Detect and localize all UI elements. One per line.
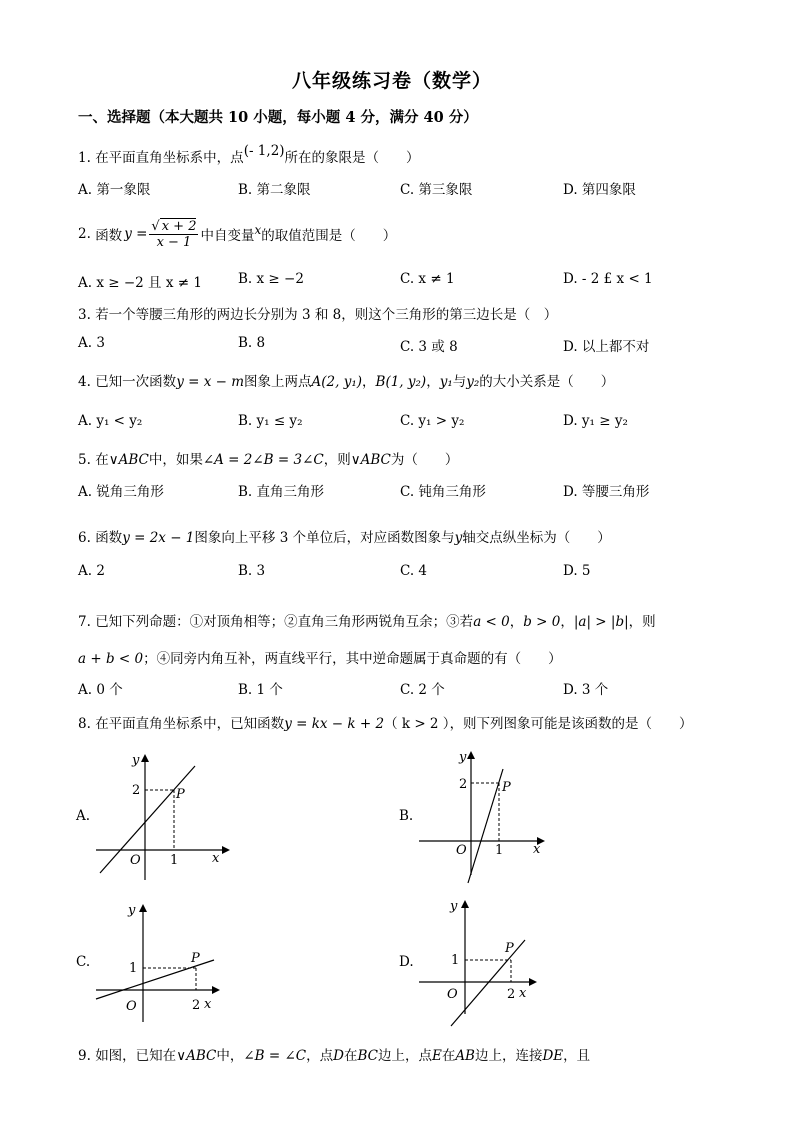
graph-d xyxy=(413,894,553,1030)
graph-d-origin-label: O xyxy=(447,987,458,1002)
q3-option-b: B. 8 xyxy=(238,335,266,351)
q5-option-d: D. 等腰三角形 xyxy=(563,484,650,500)
question-5: 5. 在∨ABC中，如果∠A = 2∠B = 3∠C，则∨ABC为（ ） xyxy=(78,452,459,468)
q8-option-d: D. xyxy=(399,954,414,970)
graph-b-origin-label: O xyxy=(456,843,467,858)
graph-a-y-label: y xyxy=(132,753,140,768)
question-8: 8. 在平面直角坐标系中，已知函数y = kx − k + 2（ k > 2 ），则下列图象可能是该函数的是（ ） xyxy=(78,716,693,732)
q2-option-d: D. - 2 £ x < 1 xyxy=(563,271,653,287)
q1-option-b: B. 第二象限 xyxy=(238,182,311,198)
q1-option-d: D. 第四象限 xyxy=(563,182,636,198)
question-6: 6. 函数y = 2x − 1图象向上平移 3 个单位后，对应函数图象与y轴交点纵坐标为（ ） xyxy=(78,530,611,546)
question-7-line-1: 7. 已知下列命题：①对顶角相等；②直角三角形两锐角互余；③若a < 0，b > 0，|a| > |b|，则 xyxy=(78,614,656,630)
fraction: $\frac{√ x + 2}{x - 1}$ xyxy=(151,218,197,250)
q8-option-a: A. xyxy=(76,808,91,824)
q3-option-c: C. 3 或 8 xyxy=(400,339,458,355)
q5-option-c: C. 钝角三角形 xyxy=(400,484,486,500)
graph-d-tick-1: 1 xyxy=(451,953,460,968)
graph-c xyxy=(90,898,230,1030)
q5-option-b: B. 直角三角形 xyxy=(238,484,325,500)
graph-c-p-label: P xyxy=(191,951,200,966)
q3-option-d: D. 以上都不对 xyxy=(563,339,650,355)
graph-d-x-label: x xyxy=(519,986,527,1001)
graph-b-tick-1: 1 xyxy=(495,843,504,858)
q8-option-c: C. xyxy=(76,954,91,970)
graph-a-x-label: x xyxy=(212,851,220,866)
graph-d-p-label: P xyxy=(505,941,514,956)
section-heading: 一、选择题（本大题共 10 小题，每小题 4 分，满分 40 分） xyxy=(78,109,478,126)
question-2: 2. 函数 y = $\frac{√ x + 2}{x - 1}$ 中自变量 x 的取值范围是（ ） xyxy=(78,218,397,250)
q4-option-d: D. y₁ ≥ y₂ xyxy=(563,413,628,429)
graph-b-tick-2: 2 xyxy=(459,777,468,792)
graph-a-origin-label: O xyxy=(130,853,141,868)
graph-d-y-label: y xyxy=(450,899,458,914)
q7-option-d: D. 3 个 xyxy=(563,682,609,698)
graph-a-p-label: P xyxy=(176,787,185,802)
graph-c-tick-2: 2 xyxy=(192,998,201,1013)
q3-option-a: A. 3 xyxy=(78,335,105,351)
q8-option-b: B. xyxy=(399,808,414,824)
q5-option-a: A. 锐角三角形 xyxy=(78,484,164,500)
q4-option-c: C. y₁ > y₂ xyxy=(400,413,465,429)
question-3: 3. 若一个等腰三角形的两边长分别为 3 和 8，则这个三角形的第三边长是（ ） xyxy=(78,307,558,323)
q2-option-a: A. x ≥ −2 且 x ≠ 1 xyxy=(78,275,202,291)
graph-a-tick-2: 2 xyxy=(132,783,141,798)
question-7-line-2: a + b < 0；④同旁内角互补，两直线平行，其中逆命题属于真命题的有（ ） xyxy=(78,651,562,667)
q6-option-a: A. 2 xyxy=(78,563,105,579)
graph-b-x-label: x xyxy=(533,842,541,857)
graph-b-y-label: y xyxy=(459,750,467,765)
q7-option-b: B. 1 个 xyxy=(238,682,283,698)
q7-option-a: A. 0 个 xyxy=(78,682,123,698)
page-title: 八年级练习卷（数学） xyxy=(292,70,493,92)
question-9: 9. 如图，已知在∨ABC中，∠B = ∠C，点D在BC边上，点E在AB边上，连接DE，且 xyxy=(78,1048,591,1064)
q2-option-c: C. x ≠ 1 xyxy=(400,271,455,287)
graph-c-y-label: y xyxy=(128,903,136,918)
q4-option-a: A. y₁ < y₂ xyxy=(78,413,143,429)
q1-option-c: C. 第三象限 xyxy=(400,182,473,198)
question-4: 4. 已知一次函数y = x − m图象上两点A(2, y₁)，B(1, y₂)，y₁与y₂的大小关系是（ ） xyxy=(78,374,615,390)
question-1: 1. 在平面直角坐标系中，点(- 1,2)所在的象限是（ ） xyxy=(78,143,420,166)
graph-b xyxy=(413,745,553,885)
q1-option-a: A. 第一象限 xyxy=(78,182,151,198)
graph-c-tick-1: 1 xyxy=(129,961,138,976)
q2-option-b: B. x ≥ −2 xyxy=(238,271,304,287)
graph-d-tick-2: 2 xyxy=(507,987,516,1002)
q6-option-d: D. 5 xyxy=(563,563,591,579)
graph-c-origin-label: O xyxy=(126,999,137,1014)
graph-a xyxy=(90,748,230,888)
q6-option-c: C. 4 xyxy=(400,563,428,579)
q7-option-c: C. 2 个 xyxy=(400,682,445,698)
graph-b-p-label: P xyxy=(502,780,511,795)
q4-option-b: B. y₁ ≤ y₂ xyxy=(238,413,303,429)
q6-option-b: B. 3 xyxy=(238,563,266,579)
graph-c-x-label: x xyxy=(204,997,212,1012)
graph-a-tick-1: 1 xyxy=(170,853,179,868)
